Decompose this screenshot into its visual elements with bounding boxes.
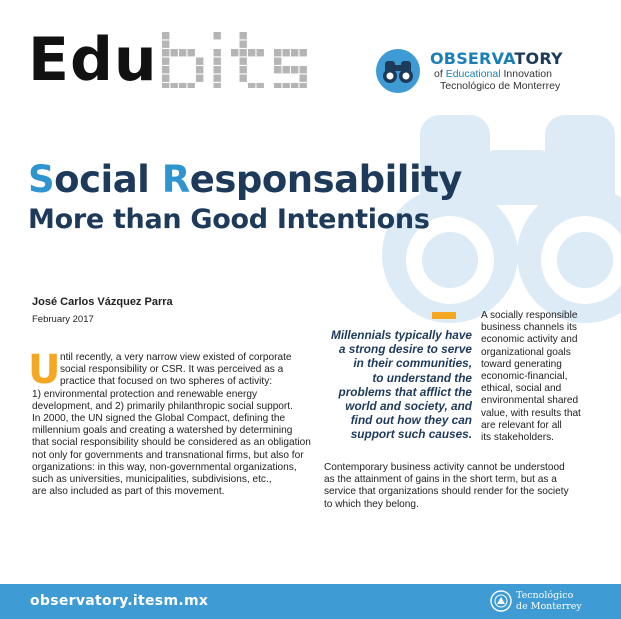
col1-line: millennium goals and creating a watershed by determining: [32, 425, 293, 437]
col2-line: toward generating: [481, 358, 562, 370]
observatory-title-rest: TORY: [514, 49, 563, 68]
quote-line: world and society, and: [345, 399, 472, 414]
article-date: February 2017: [32, 314, 94, 325]
quote-accent-bar: [432, 312, 456, 319]
col1-line: such as universities, municipalities, subdivisions, etc.,: [32, 474, 272, 486]
col2-line: economic-financial,: [481, 371, 568, 383]
col2-line: value, with results that: [481, 407, 581, 419]
footer-logo-line-1: Tecnológico: [516, 590, 574, 601]
article-author: José Carlos Vázquez Parra: [32, 296, 173, 308]
drop-cap: U: [28, 347, 61, 393]
observatory-institution: Tecnológico de Monterrey: [440, 80, 561, 92]
quote-line: Millennials typically have: [331, 328, 472, 342]
col1-line: practice that focused on two spheres of activity:: [60, 376, 273, 388]
col2-line: its stakeholders.: [481, 432, 554, 444]
col2-line: ethical, social and: [481, 383, 562, 395]
quote-line: support such causes.: [350, 427, 472, 442]
col2-line: business channels its: [481, 322, 577, 334]
col1-line: ntil recently, a very narrow view existed of corporate: [60, 352, 292, 363]
body-column-1: [32, 352, 316, 498]
footer-logo-line-2: de Monterrey: [516, 601, 582, 612]
col1-line: social responsibility or CSR. It was perceived as a: [60, 364, 284, 376]
title-part-1: ocial: [54, 158, 162, 201]
observatory-title: [430, 50, 563, 68]
article-title: [28, 158, 462, 202]
tec-monterrey-seal-icon: [490, 590, 512, 612]
footer-bar: [0, 584, 621, 619]
col2b-line: Contemporary business activity cannot be understood: [324, 462, 565, 473]
col2b-line: service that organizations should render for the society: [324, 486, 569, 498]
edubits-logo-edu: Edu: [28, 25, 158, 95]
observatory-subtitle-prefix: of: [434, 68, 446, 80]
quote-line: in their communities,: [353, 356, 472, 371]
title-cap-s: S: [28, 158, 55, 201]
col2-line: A socially responsible: [481, 310, 578, 321]
col1-line: organizations: in this way, non-governmental organizations,: [32, 461, 297, 473]
quote-line: a strong desire to serve: [338, 342, 472, 357]
col2b-line: as the attainment of gains in the short term, but as a: [324, 474, 557, 486]
quote-line: find out how they can: [350, 413, 472, 428]
title-part-2: esponsability: [189, 158, 462, 201]
quote-line: problems that afflict the: [338, 384, 472, 399]
observatory-subtitle-suffix: Innovation: [500, 68, 552, 80]
pull-quote: [322, 328, 472, 442]
edubits-logo-bits: [162, 32, 334, 88]
col2-line: economic activity and: [481, 334, 578, 346]
observatory-title-highlight: OBSERVA: [430, 49, 515, 68]
col1-line: not only for governments and transnational firms, but also for: [32, 449, 304, 461]
col2-line: environmental shared: [481, 395, 579, 407]
binoculars-icon: [376, 49, 420, 93]
footer-logo-text: [516, 590, 582, 612]
col2-line: are relevant for all: [481, 419, 562, 431]
observatory-subtitle-highlight: Educational: [445, 68, 501, 80]
quote-line: to understand the: [372, 370, 472, 385]
body-column-2-continued: [324, 462, 614, 511]
col1-line: that social responsibility should be considered as an obligation: [32, 437, 311, 449]
col1-line: 1) environmental protection and renewable energy: [32, 388, 258, 400]
col1-line: are also included as part of this movement.: [32, 486, 225, 498]
title-cap-r: R: [161, 158, 190, 201]
body-column-2: [481, 310, 613, 444]
footer-url-link[interactable]: observatory.itesm.mx: [30, 593, 209, 609]
col2-line: organizational goals: [481, 346, 571, 358]
article-subtitle: More than Good Intentions: [28, 204, 430, 235]
col1-line: In 2000, the UN signed the Global Compact, defining the: [32, 413, 286, 425]
col2b-line: to which they belong.: [324, 498, 419, 510]
observatory-subtitle: [434, 68, 552, 80]
col1-line: development, and 2) primarily philanthropic social support.: [32, 400, 293, 412]
